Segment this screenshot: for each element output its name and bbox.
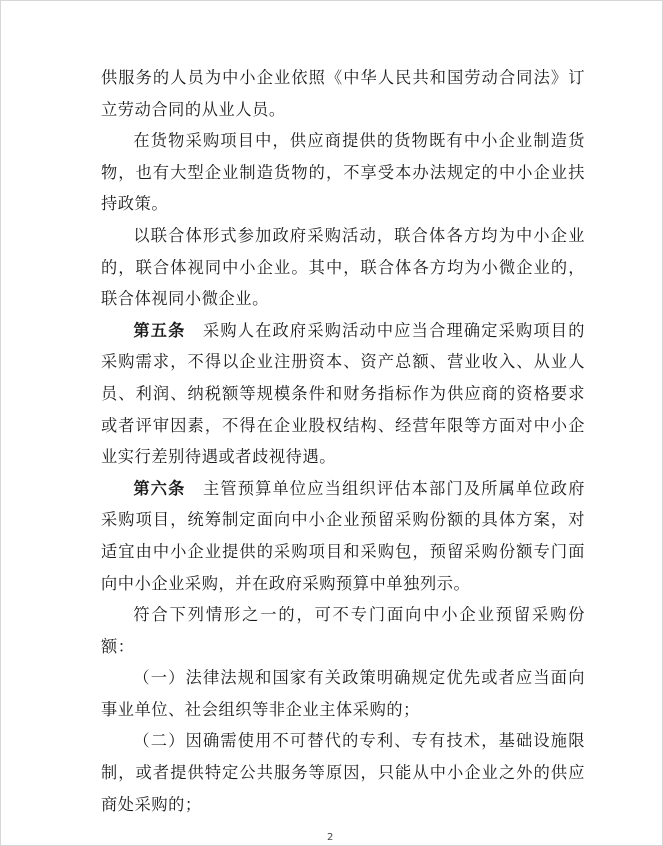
paragraph-text: 符合下列情形之一的，可不专门面向中小企业预留采购份额： (101, 605, 585, 656)
paragraph-text: （一）法律法规和国家有关政策明确规定优先或者应当面向事业单位、社会组织等非企业主体采购的； (101, 668, 585, 719)
article-6-text: 主管预算单位应当组织评估本部门及所属单位政府采购项目，统筹制定面向中小企业预留采购份额的具体方案，对适宜由中小企业提供的采购项目和采购包，预留采购份额专门面向中小企业采购，并在政府采购预算中单独列示。 (101, 478, 585, 593)
page-body (101, 62, 585, 820)
paragraph-text: 供服务的人员为中小企业依照《中华人民共和国劳动合同法》订立劳动合同的从业人员。 (101, 68, 585, 119)
page-number: 2 (327, 832, 334, 843)
article-5 (101, 315, 585, 473)
paragraph-consortium (101, 220, 585, 315)
article-6-heading: 第六条 (133, 478, 186, 498)
exception-item-2 (101, 725, 585, 820)
paragraph-exceptions-intro (101, 599, 585, 662)
paragraph-text: 在货物采购项目中，供应商提供的货物既有中小企业制造货物，也有大型企业制造货物的，不享受本办法规定的中小企业扶持政策。 (101, 131, 585, 214)
paragraph-labor-contract-continuation (101, 62, 585, 125)
paragraph-text: 以联合体形式参加政府采购活动，联合体各方均为中小企业的，联合体视同中小企业。其中，联合体各方均为小微企业的，联合体视同小微企业。 (101, 225, 585, 309)
article-6 (101, 473, 585, 599)
paragraph-text: （二）因确需使用不可替代的专利、专有技术，基础设施限制，或者提供特定公共服务等原因，只能从中小企业之外的供应商处采购的； (101, 731, 585, 814)
article-5-text: 采购人在政府采购活动中应当合理确定采购项目的采购需求，不得以企业注册资本、资产总额、营业收入、从业人员、利润、纳税额等规模条件和财务指标作为供应商的资格要求或者评审因素，不得在企业股权结构、经营年限等方面对中小企业实行差别待遇或者歧视待遇。 (101, 320, 585, 467)
paragraph-goods-procurement (101, 125, 585, 220)
article-5-heading: 第五条 (133, 320, 186, 340)
exception-item-1 (101, 662, 585, 725)
